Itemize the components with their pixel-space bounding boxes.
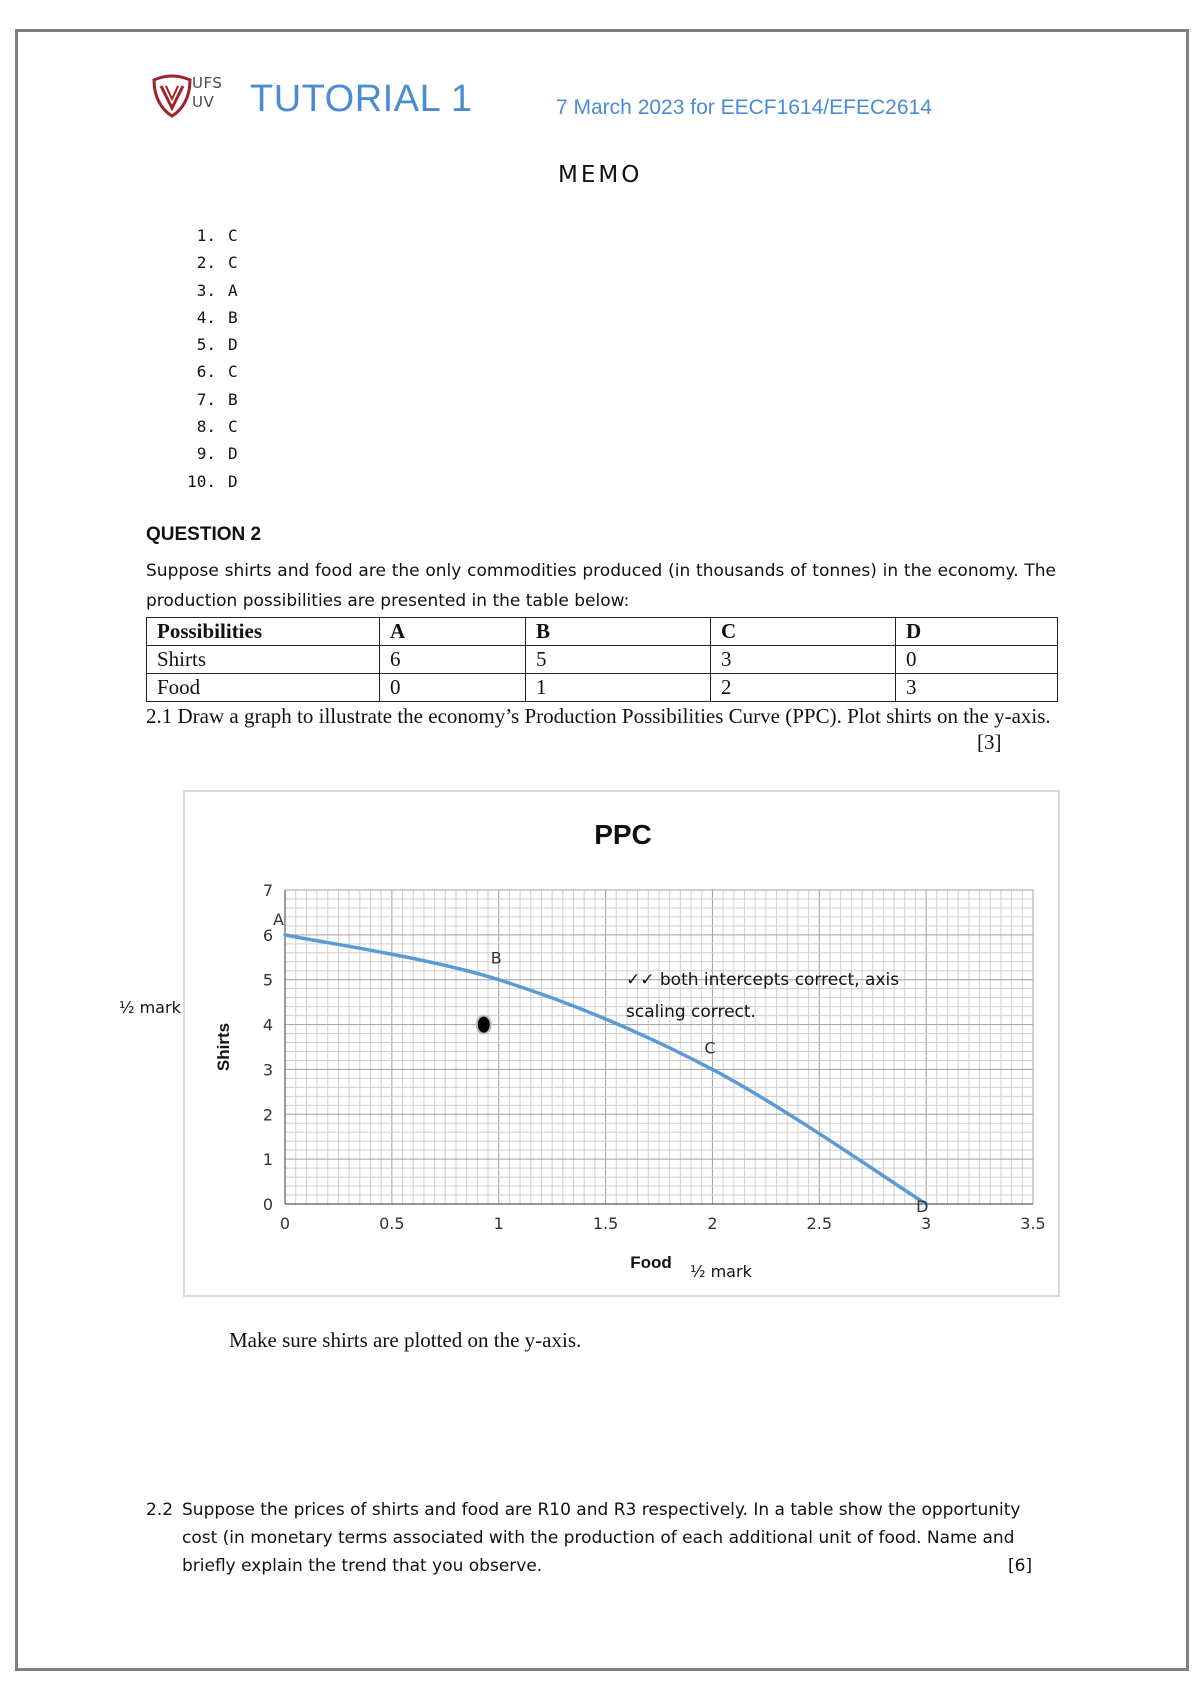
answer-item (178, 222, 238, 249)
y-tick-label: 4 (262, 1015, 273, 1035)
y-tick-label: 5 (262, 970, 273, 990)
answer-number: 1. (196, 226, 216, 245)
table-cell: 5 (526, 646, 711, 674)
answer-letter: C (228, 226, 238, 245)
table-header-cell: A (380, 618, 526, 646)
table-header-cell: Possibilities (147, 618, 380, 646)
answer-item (178, 331, 238, 358)
y-tick-label: 3 (262, 1060, 273, 1080)
logo-text-uv: UV (192, 93, 215, 111)
logo-text-ufs: UFS (192, 74, 223, 92)
x-axis-title: Food (630, 1253, 672, 1272)
answer-number: 10. (187, 471, 216, 491)
answer-number: 5. (196, 335, 216, 355)
answer-item (178, 440, 238, 467)
answer-number: 6. (196, 362, 216, 382)
table-header-cell: D (896, 618, 1058, 646)
x-tick-label: 0 (279, 1214, 291, 1233)
answer-number: 8. (196, 417, 216, 437)
y-tick-label: 6 (262, 925, 273, 945)
y-axis-title: Shirts (214, 1022, 233, 1072)
x-tick-label: 3 (921, 1214, 932, 1233)
chart-annotation-line-1: ✓✓ both intercepts correct, axis (626, 970, 900, 990)
x-tick-label: 1.5 (592, 1214, 619, 1233)
question-2-2-marks: [6] (1008, 1556, 1033, 1576)
answer-number: 3. (196, 280, 216, 300)
table-row (147, 646, 1058, 674)
answer-item (178, 386, 238, 413)
memo-title: MEMO (558, 162, 643, 188)
possibilities-table (146, 617, 1058, 702)
table-cell: 0 (380, 674, 526, 702)
answer-number: 2. (196, 253, 216, 273)
answer-letter: B (228, 389, 238, 409)
answer-letter: C (228, 253, 238, 273)
table-cell: 1 (526, 674, 711, 702)
x-tick-label: 0.5 (379, 1214, 405, 1233)
table-cell: Shirts (147, 646, 380, 674)
y-tick-label: 0 (262, 1195, 273, 1214)
y-tick-label: 2 (262, 1105, 273, 1125)
answer-letter: D (228, 335, 238, 355)
point-label: C (704, 1038, 716, 1058)
x-tick-label: 1 (493, 1214, 504, 1233)
table-header-row (147, 618, 1058, 646)
ppc-chart (183, 790, 1060, 1297)
answer-number: 9. (196, 444, 216, 464)
answer-letter: D (228, 471, 238, 491)
y-tick-label: 7 (262, 881, 273, 900)
table-header-cell: B (526, 618, 711, 646)
answer-item (178, 249, 238, 276)
answer-list (178, 222, 238, 495)
question-2-heading: QUESTION 2 (146, 524, 262, 545)
plot-note: Make sure shirts are plotted on the y-axis. (229, 1328, 582, 1352)
ppc-chart-svg (185, 792, 1062, 1299)
ufs-crest-icon (148, 72, 196, 120)
chart-title: PPC (594, 819, 652, 850)
question-2-intro: Suppose shirts and food are the only commodities produced (in thousands of tonnes) in the economy. The production possibilities are presented in the table below: (146, 561, 1056, 611)
x-tick-label: 2.5 (806, 1214, 833, 1233)
answer-item (178, 277, 238, 304)
answer-item (178, 358, 238, 385)
table-cell: 0 (896, 646, 1058, 674)
table-row (147, 674, 1058, 702)
inefficient-point-marker (477, 1016, 491, 1034)
answer-number: 7. (196, 389, 216, 409)
table-header-cell: C (711, 618, 896, 646)
question-2-2 (146, 1496, 1031, 1580)
table-cell: 3 (711, 646, 896, 674)
table-cell: 2 (711, 674, 896, 702)
x-tick-label: 3.5 (1020, 1214, 1046, 1233)
table-cell: Food (147, 674, 380, 702)
answer-letter: D (228, 444, 238, 464)
tutorial-title: TUTORIAL 1 (250, 78, 473, 120)
table-cell: 3 (896, 674, 1058, 702)
chart-annotation-line-2: scaling correct. (626, 1002, 756, 1022)
answer-letter: C (228, 417, 238, 437)
chart-annotation (626, 964, 899, 1028)
half-mark-bottom: ½ mark (690, 1262, 752, 1281)
answer-number: 4. (196, 307, 216, 327)
y-tick-label: 1 (262, 1150, 273, 1170)
answer-letter: C (228, 362, 238, 382)
answer-letter: B (228, 307, 238, 327)
question-2-1-text: 2.1 Draw a graph to illustrate the economy’s Production Possibilities Curve (PPC). Plot shirts on the y-axis. (146, 704, 1051, 728)
tutorial-date: 7 March 2023 for EECF1614/EFEC2614 (556, 96, 932, 119)
x-tick-label: 2 (707, 1214, 718, 1233)
question-2-2-label: 2.2 (146, 1500, 174, 1520)
answer-item (178, 413, 238, 440)
answer-item (178, 468, 238, 495)
answer-item (178, 304, 238, 331)
logo-text (192, 74, 222, 112)
question-2-1-marks: [3] (977, 730, 1002, 754)
answer-letter: A (228, 280, 238, 300)
point-label: D (916, 1197, 929, 1216)
point-label: A (273, 909, 284, 929)
question-2-2-text: Suppose the prices of shirts and food are R10 and R3 respectively. In a table show the opportunity cost (in monetary terms associated with the production of each additional unit of food. Name and briefly explain the trend that you observe. (182, 1500, 1021, 1576)
point-label: B (490, 948, 502, 968)
table-cell: 6 (380, 646, 526, 674)
half-mark-left: ½ mark (119, 998, 181, 1017)
